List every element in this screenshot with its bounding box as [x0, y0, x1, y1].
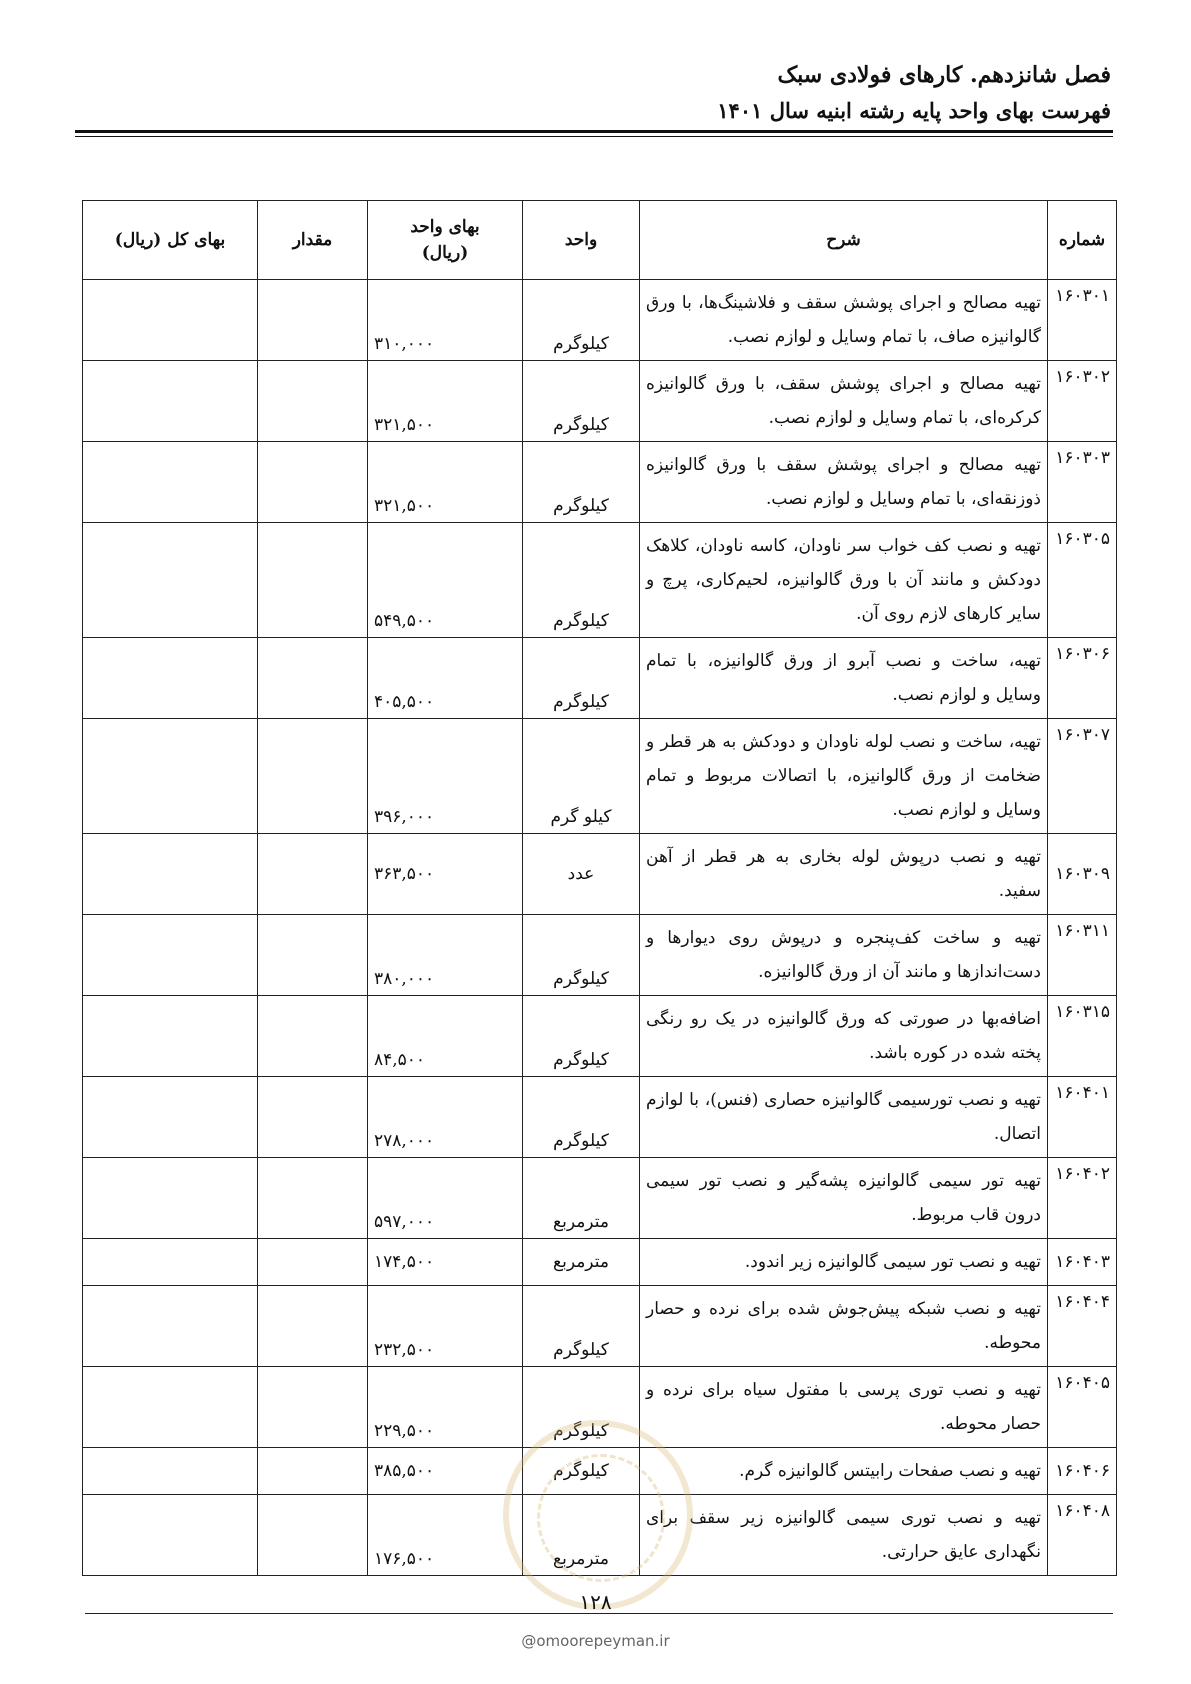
row-number: ۱۶۰۴۰۲ [1048, 1158, 1117, 1239]
price-list-table [82, 200, 1117, 1576]
row-number: ۱۶۰۳۰۷ [1048, 719, 1117, 834]
row-unit: کیلوگرم [523, 915, 640, 996]
row-unit-price: ۴۰۵,۵۰۰ [368, 638, 523, 719]
row-description: اضافه‌بها در صورتی که ورق گالوانیزه در یک رو رنگی پخته شده در کوره باشد. [640, 996, 1048, 1077]
row-quantity [258, 996, 368, 1077]
row-unit-price: ۵۹۷,۰۰۰ [368, 1158, 523, 1239]
table-row [83, 834, 1117, 915]
row-total-price [83, 719, 258, 834]
row-total-price [83, 1495, 258, 1576]
header-quantity: مقدار [258, 201, 368, 280]
header-number: شماره [1048, 201, 1117, 280]
row-description: تهیه مصالح و اجرای پوشش سقف و فلاشینگ‌ها، با ورق گالوانیزه صاف، با تمام وسایل و لوازم نصب. [640, 280, 1048, 361]
row-unit-price: ۱۷۶,۵۰۰ [368, 1495, 523, 1576]
header-rule-thin [75, 136, 1113, 137]
table-row [83, 280, 1117, 361]
row-quantity [258, 719, 368, 834]
row-unit-price: ۳۱۰,۰۰۰ [368, 280, 523, 361]
row-description: تهیه و نصب تورسیمی گالوانیزه حصاری (فنس)، با لوازم اتصال. [640, 1077, 1048, 1158]
table-row [83, 523, 1117, 638]
row-unit: مترمربع [523, 1158, 640, 1239]
row-quantity [258, 280, 368, 361]
table-row [83, 638, 1117, 719]
row-quantity [258, 1448, 368, 1495]
row-number: ۱۶۰۳۰۱ [1048, 280, 1117, 361]
row-total-price [83, 1286, 258, 1367]
row-unit: مترمربع [523, 1495, 640, 1576]
row-quantity [258, 834, 368, 915]
row-description: تهیه و نصب شبکه پیش‌جوش شده برای نرده و حصار محوطه. [640, 1286, 1048, 1367]
row-description: تهیه و نصب توری سیمی گالوانیزه زیر سقف برای نگهداری عایق حرارتی. [640, 1495, 1048, 1576]
row-unit-price: ۳۸۰,۰۰۰ [368, 915, 523, 996]
row-unit: کیلوگرم [523, 523, 640, 638]
row-number: ۱۶۰۴۰۱ [1048, 1077, 1117, 1158]
row-unit-price: ۲۷۸,۰۰۰ [368, 1077, 523, 1158]
row-description: تهیه، ساخت و نصب لوله ناودان و دودکش به هر قطر و ضخامت از ورق گالوانیزه، با اتصالات مربوط و تمام وسایل و لوازم نصب. [640, 719, 1048, 834]
row-total-price [83, 361, 258, 442]
row-total-price [83, 1448, 258, 1495]
page-header [71, 60, 1111, 126]
row-description: تهیه تور سیمی گالوانیزه پشه‌گیر و نصب تور سیمی درون قاب مربوط. [640, 1158, 1048, 1239]
row-unit: کیلو گرم [523, 719, 640, 834]
row-description: تهیه و ساخت کف‌پنجره و درپوش روی دیوارها و دست‌اندازها و مانند آن از ورق گالوانیزه. [640, 915, 1048, 996]
watermark-seal [503, 1420, 693, 1610]
row-total-price [83, 280, 258, 361]
row-description: تهیه، ساخت و نصب آبرو از ورق گالوانیزه، با تمام وسایل و لوازم نصب. [640, 638, 1048, 719]
row-description: تهیه و نصب توری پرسی با مفتول سیاه برای نرده و حصار محوطه. [640, 1367, 1048, 1448]
row-quantity [258, 638, 368, 719]
row-unit: مترمربع [523, 1239, 640, 1286]
header-description: شرح [640, 201, 1048, 280]
watermark-seal-inner [537, 1454, 665, 1582]
header-unit-price [368, 201, 523, 280]
table-row [83, 1239, 1117, 1286]
row-description: تهیه و نصب تور سیمی گالوانیزه زیر اندود. [640, 1239, 1048, 1286]
row-unit: کیلوگرم [523, 1286, 640, 1367]
row-number: ۱۶۰۴۰۵ [1048, 1367, 1117, 1448]
row-unit-price: ۲۲۹,۵۰۰ [368, 1367, 523, 1448]
row-number: ۱۶۰۳۰۲ [1048, 361, 1117, 442]
row-quantity [258, 361, 368, 442]
header-rule-thick [75, 130, 1113, 133]
table-row [83, 1158, 1117, 1239]
row-number: ۱۶۰۴۰۸ [1048, 1495, 1117, 1576]
row-description: تهیه و نصب درپوش لوله بخاری به هر قطر از آهن سفید. [640, 834, 1048, 915]
row-unit-price: ۳۲۱,۵۰۰ [368, 442, 523, 523]
table-row [83, 442, 1117, 523]
document-subtitle: فهرست بهای واحد پایه رشته ابنیه سال ۱۴۰۱ [717, 98, 1111, 123]
row-number: ۱۶۰۴۰۳ [1048, 1239, 1117, 1286]
row-description: تهیه و نصب کف خواب سر ناودان، کاسه ناودان، کلاهک دودکش و مانند آن با ورق گالوانیزه، لحیم‌کاری، پرچ و سایر کارهای لازم روی آن. [640, 523, 1048, 638]
table-row [83, 996, 1117, 1077]
row-number: ۱۶۰۴۰۶ [1048, 1448, 1117, 1495]
table-row [83, 1077, 1117, 1158]
row-unit: کیلوگرم [523, 638, 640, 719]
table-row [83, 1286, 1117, 1367]
row-unit: کیلوگرم [523, 280, 640, 361]
row-number: ۱۶۰۳۱۱ [1048, 915, 1117, 996]
row-quantity [258, 442, 368, 523]
row-unit-price: ۳۸۵,۵۰۰ [368, 1448, 523, 1495]
header-total-price: بهای کل (ریال) [83, 201, 258, 280]
row-number: ۱۶۰۴۰۴ [1048, 1286, 1117, 1367]
row-unit: کیلوگرم [523, 1367, 640, 1448]
row-total-price [83, 442, 258, 523]
row-quantity [258, 1367, 368, 1448]
row-quantity [258, 1158, 368, 1239]
row-unit-price: ۵۴۹,۵۰۰ [368, 523, 523, 638]
table-header-row [83, 201, 1117, 280]
row-total-price [83, 1239, 258, 1286]
row-total-price [83, 996, 258, 1077]
row-quantity [258, 1286, 368, 1367]
row-quantity [258, 1495, 368, 1576]
header-unit-price-line1: بهای واحد [410, 217, 480, 237]
row-unit: عدد [523, 834, 640, 915]
row-total-price [83, 1367, 258, 1448]
row-total-price [83, 523, 258, 638]
page-number: ۱۲۸ [579, 1590, 612, 1614]
row-quantity [258, 1077, 368, 1158]
row-number: ۱۶۰۳۱۵ [1048, 996, 1117, 1077]
row-unit-price: ۲۳۲,۵۰۰ [368, 1286, 523, 1367]
chapter-title: فصل شانزدهم. کارهای فولادی سبک [777, 62, 1111, 88]
row-quantity [258, 915, 368, 996]
row-unit: کیلوگرم [523, 361, 640, 442]
row-number: ۱۶۰۳۰۵ [1048, 523, 1117, 638]
row-unit: کیلوگرم [523, 1448, 640, 1495]
row-total-price [83, 1077, 258, 1158]
row-number: ۱۶۰۳۰۶ [1048, 638, 1117, 719]
row-number: ۱۶۰۳۰۹ [1048, 834, 1117, 915]
website-watermark: @omoorepeyman.ir [521, 1632, 670, 1650]
header-unit: واحد [523, 201, 640, 280]
row-quantity [258, 523, 368, 638]
row-total-price [83, 834, 258, 915]
table-row [83, 915, 1117, 996]
row-total-price [83, 915, 258, 996]
row-unit-price: ۸۴,۵۰۰ [368, 996, 523, 1077]
row-description: تهیه و نصب صفحات رابیتس گالوانیزه گرم. [640, 1448, 1048, 1495]
row-total-price [83, 638, 258, 719]
row-unit: کیلوگرم [523, 1077, 640, 1158]
row-unit-price: ۳۶۳,۵۰۰ [368, 834, 523, 915]
row-unit-price: ۳۲۱,۵۰۰ [368, 361, 523, 442]
table-row [83, 361, 1117, 442]
row-description: تهیه مصالح و اجرای پوشش سقف با ورق گالوانیزه ذوزنقه‌ای، با تمام وسایل و لوازم نصب. [640, 442, 1048, 523]
row-description: تهیه مصالح و اجرای پوشش سقف، با ورق گالوانیزه کرکره‌ای، با تمام وسایل و لوازم نصب. [640, 361, 1048, 442]
footer-rule [85, 1613, 1113, 1614]
table-row [83, 719, 1117, 834]
row-total-price [83, 1158, 258, 1239]
row-unit-price: ۳۹۶,۰۰۰ [368, 719, 523, 834]
row-unit: کیلوگرم [523, 442, 640, 523]
row-unit-price: ۱۷۴,۵۰۰ [368, 1239, 523, 1286]
row-unit: کیلوگرم [523, 996, 640, 1077]
row-quantity [258, 1239, 368, 1286]
row-number: ۱۶۰۳۰۳ [1048, 442, 1117, 523]
header-unit-price-line2: (ریال) [421, 243, 469, 263]
